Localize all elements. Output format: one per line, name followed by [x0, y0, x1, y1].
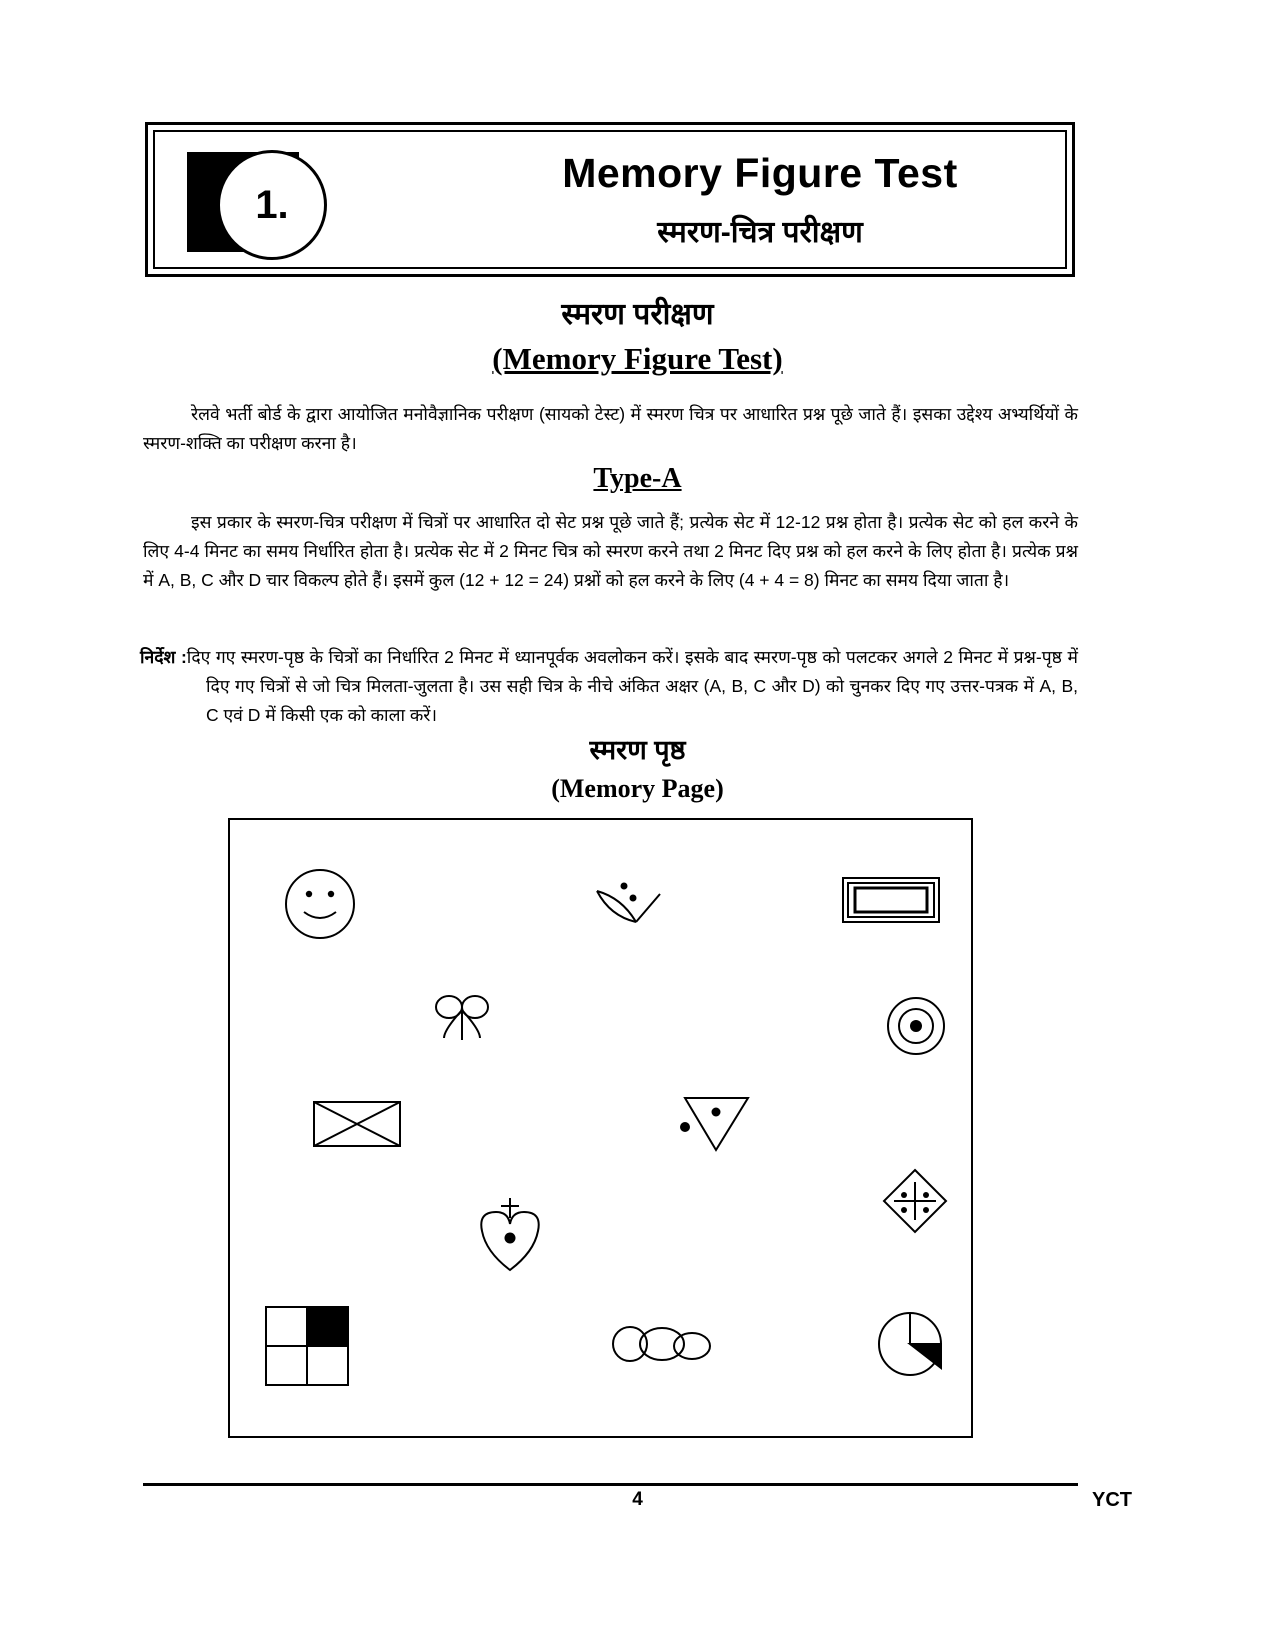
checkerboard-square-figure — [266, 1307, 348, 1385]
chapter-title-english: Memory Figure Test — [562, 150, 958, 196]
section-title-english — [0, 341, 1275, 377]
smiley-face-figure — [286, 870, 354, 938]
footer-page-number: 4 — [632, 1489, 643, 1510]
instruction-text — [140, 643, 1078, 730]
chapter-number: 1. — [217, 150, 327, 260]
three-lobed-plant-figure — [436, 996, 488, 1040]
chapter-banner-inner — [153, 130, 1067, 269]
type-a-paragraph: इस प्रकार के स्मरण-चित्र परीक्षण में चित्रों पर आधारित दो सेट प्रश्न पूछे जाते हैं; प्रत्येक सेट में 12-12 प्रश्न होता है। प्रत्येक सेट को हल करने के लिए 4-4 मिनट का समय निर्धारित होता है। प्रत्येक सेट में 2 मिनट चित्र को स्मरण करने तथा 2 मिनट दिए प्रश्न को हल करने के लिए होता है। प्रत्येक प्रश्न में A, B, C और D चार विकल्प होते हैं। इसमें कुल (12 + 12 = 24) प्रश्नों को हल करने के लिए (4 + 4 = 8) मिनट का समय दिया जाता है। — [143, 512, 1078, 590]
chapter-title-hindi: स्मरण-चित्र परीक्षण — [657, 216, 863, 249]
nested-rectangles-figure — [843, 878, 939, 922]
type-a-heading-text: Type-A — [593, 463, 682, 494]
chapter-banner — [145, 122, 1075, 277]
three-overlapping-ovals-figure — [613, 1327, 710, 1361]
diamond-with-cross-dots-figure — [884, 1170, 946, 1232]
envelope-rectangle-figure — [314, 1102, 400, 1146]
section-title-hindi: स्मरण परीक्षण — [561, 298, 714, 331]
heart-with-cross-figure — [481, 1198, 538, 1270]
concentric-circles-figure — [888, 998, 944, 1054]
memory-page-figure-box — [228, 818, 973, 1438]
instruction-label: निर्देश : — [140, 647, 187, 667]
section-title-english-text: (Memory Figure Test) — [492, 341, 783, 376]
footer-brand: YCT — [1092, 1489, 1132, 1511]
memory-page-title-hindi: स्मरण पृष्ठ — [589, 735, 686, 765]
intro-paragraph: रेलवे भर्ती बोर्ड के द्वारा आयोजित मनोवैज्ञानिक परीक्षण (सायको टेस्ट) में स्मरण चित्र पर आधारित प्रश्न पूछे जाते हैं। इसका उद्देश्य अभ्यर्थियों के स्मरण-शक्ति का परीक्षण करना है। — [143, 404, 1078, 453]
instruction-block — [140, 643, 1078, 730]
leaf-with-dots-figure — [597, 883, 660, 923]
footer-divider — [143, 1483, 1078, 1486]
memory-figures-canvas — [230, 820, 971, 1436]
triangle-with-dots-figure — [680, 1098, 748, 1150]
instruction-body-text: दिए गए स्मरण-पृष्ठ के चित्रों का निर्धारित 2 मिनट में ध्यानपूर्वक अवलोकन करें। इसके बाद स्मरण-पृष्ठ को पलटकर अगले 2 मिनट में प्रश्न-पृष्ठ में दिए गए चित्रों से जो चित्र मिलता-जुलता है। उस सही चित्र के नीचे अंकित अक्षर (A, B, C और D) को चुनकर दिए गए उत्तर-पत्रक में A, B, C एवं D में किसी एक को काला करें। — [186, 647, 1078, 725]
memory-page-title-english: (Memory Page) — [551, 774, 724, 803]
type-a-heading — [0, 463, 1275, 495]
circle-with-black-sector-figure — [879, 1313, 941, 1375]
